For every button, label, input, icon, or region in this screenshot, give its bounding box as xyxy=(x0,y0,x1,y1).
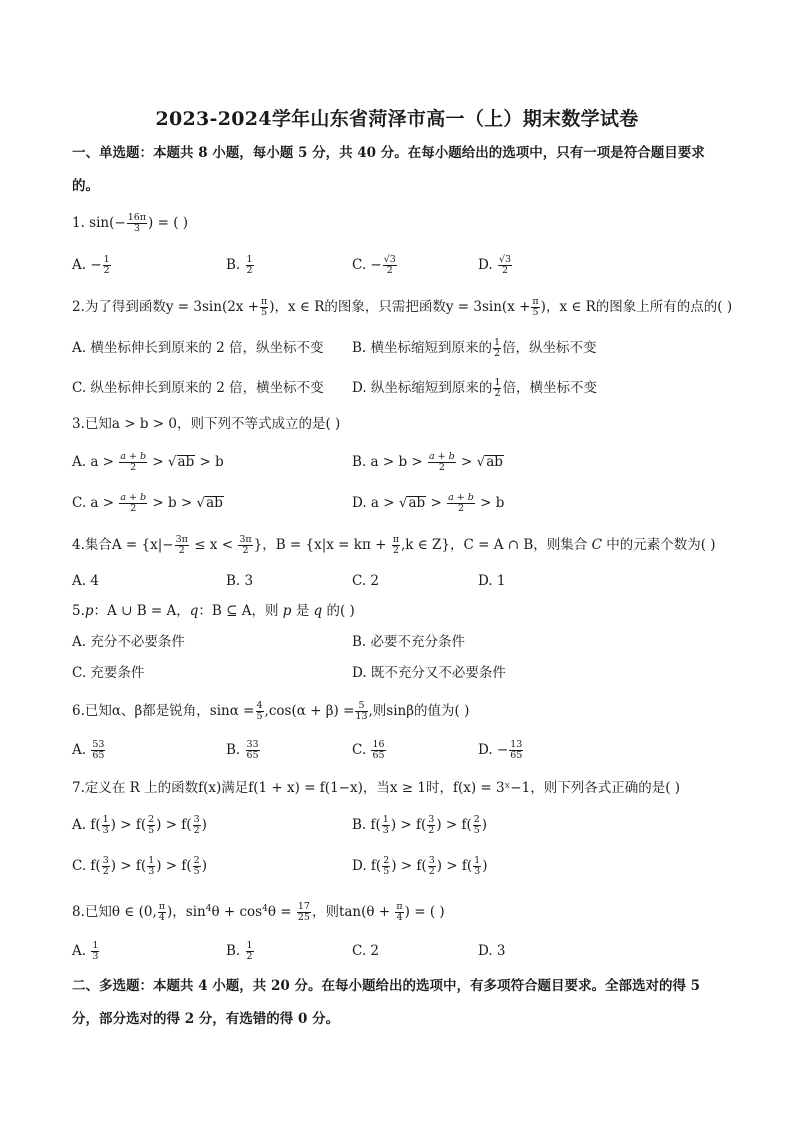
q1-option-a: A. − $\frac{1}{2}$ xyxy=(72,254,110,276)
question-8: 8.已知θ ∈ (0, $\frac{\pi}{4}$ )，$\sin^4\theta + \cos^4\theta$ = $\frac{17}{25}$ ，则tan(θ + $\frac{\pi}{4}$ ) = ( ) xyxy=(72,901,445,923)
question-7: 7.定义在 R 上的函数f(x)满足f(1 + x) = f(1−x)，当x ≥ 1时，f(x) = 3ˣ−1，则下列各式正确的是( ) xyxy=(72,780,681,796)
q6-option-b: B. $\frac{33}{65}$ xyxy=(226,739,259,761)
q4-option-b: B. 3 xyxy=(226,573,254,589)
q7-option-a: A. f( $\frac{1}{3}$ ) > f( $\frac{2}{5}$ ) > f( $\frac{3}{2}$ ) xyxy=(72,814,207,836)
question-4: 4.集合A = {x|− $\frac{3\pi}{2}$ ≤ x < $\frac{3\pi}{2}$ }，B = {x|x = kπ + $\frac{\pi}{2}$ ,k ∈ Z}，C = A ∩ B，则集合 C 中的元素个数为( ) xyxy=(72,534,716,556)
q4-option-d: D. 1 xyxy=(478,573,506,589)
section1-header-line2: 的。 xyxy=(72,178,99,194)
question-2: 2.为了得到函数y = 3sin(2x + $\frac{\pi}{5}$ )，x ∈ R的图象，只需把函数y = 3sin(x + $\frac{\pi}{5}$ )，x ∈ R的图象上所有的点的( ) xyxy=(72,296,733,318)
q4-option-a: A. 4 xyxy=(72,573,99,589)
q4-option-c: C. 2 xyxy=(352,573,380,589)
q3-option-a: A. a > $\frac{a + b}{2}$ > √ab > b xyxy=(72,451,224,473)
q5-option-c: C. 充要条件 xyxy=(72,665,145,681)
q8-option-a: A. $\frac{1}{3}$ xyxy=(72,940,99,962)
section1-header-line1: 一、单选题：本题共 8 小题，每小题 5 分，共 40 分。在每小题给出的选项中，只有一项是符合题目要求 xyxy=(72,145,705,161)
section2-header-line2: 分，部分选对的得 2 分，有选错的得 0 分。 xyxy=(72,1011,340,1027)
q8-option-b: B. $\frac{1}{2}$ xyxy=(226,940,253,962)
q2-option-a: A. 横坐标伸长到原来的 2 倍，纵坐标不变 xyxy=(72,340,324,356)
q7-option-d: D. f( $\frac{2}{5}$ ) > f( $\frac{3}{2}$ ) > f( $\frac{1}{3}$ ) xyxy=(352,855,488,877)
question-1: 1. sin(− $\frac{16\pi}{3}$ ) = ( ) xyxy=(72,212,189,234)
q8-option-d: D. 3 xyxy=(478,943,506,959)
q7-option-b: B. f( $\frac{1}{3}$ ) > f( $\frac{3}{2}$ ) > f( $\frac{2}{5}$ ) xyxy=(352,814,488,836)
q3-option-b: B. a > b > $\frac{a + b}{2}$ > √ab xyxy=(352,451,503,473)
q6-option-d: D. − $\frac{13}{65}$ xyxy=(478,739,523,761)
page-title: 2023-2024学年山东省菏泽市高一（上）期末数学试卷 xyxy=(155,108,639,130)
q2-option-c: C. 纵坐标伸长到原来的 2 倍，横坐标不变 xyxy=(72,380,324,396)
q1-option-d: D. $\frac{√3}{2}$ xyxy=(478,254,512,276)
q8-option-c: C. 2 xyxy=(352,943,380,959)
question-5: 5.p：A ∪ B = A，q：B ⊆ A，则 p 是 q 的( ) xyxy=(72,603,355,619)
q2-option-b: B. 横坐标缩短到原来的 $\frac{1}{2}$ 倍，纵坐标不变 xyxy=(352,337,597,359)
q7-option-c: C. f( $\frac{3}{2}$ ) > f( $\frac{1}{3}$ ) > f( $\frac{2}{5}$ ) xyxy=(72,855,207,877)
q1-option-c: C. − $\frac{√3}{2}$ xyxy=(352,254,396,276)
q6-option-a: A. $\frac{53}{65}$ xyxy=(72,739,105,761)
section2-header-line1: 二、多选题：本题共 4 小题，共 20 分。在每小题给出的选项中，有多项符合题目要求。全部选对的得 5 xyxy=(72,978,701,994)
q6-option-c: C. $\frac{16}{65}$ xyxy=(352,739,385,761)
q5-option-a: A. 充分不必要条件 xyxy=(72,634,185,650)
q3-option-c: C. a > $\frac{a + b}{2}$ > b > √ab xyxy=(72,492,223,514)
q5-option-b: B. 必要不充分条件 xyxy=(352,634,466,650)
q5-option-d: D. 既不充分又不必要条件 xyxy=(352,665,506,681)
q2-option-d: D. 纵坐标缩短到原来的 $\frac{1}{2}$ 倍，横坐标不变 xyxy=(352,377,597,399)
q3-option-d: D. a > √ab > $\frac{a + b}{2}$ > b xyxy=(352,492,505,514)
question-6: 6.已知α、β都是锐角，sinα = $\frac{4}{5}$ ,cos(α + β) = $\frac{5}{13}$ ,则sinβ的值为( ) xyxy=(72,700,470,722)
question-3: 3.已知a > b > 0，则下列不等式成立的是( ) xyxy=(72,416,341,432)
q1-option-b: B. $\frac{1}{2}$ xyxy=(226,254,253,276)
